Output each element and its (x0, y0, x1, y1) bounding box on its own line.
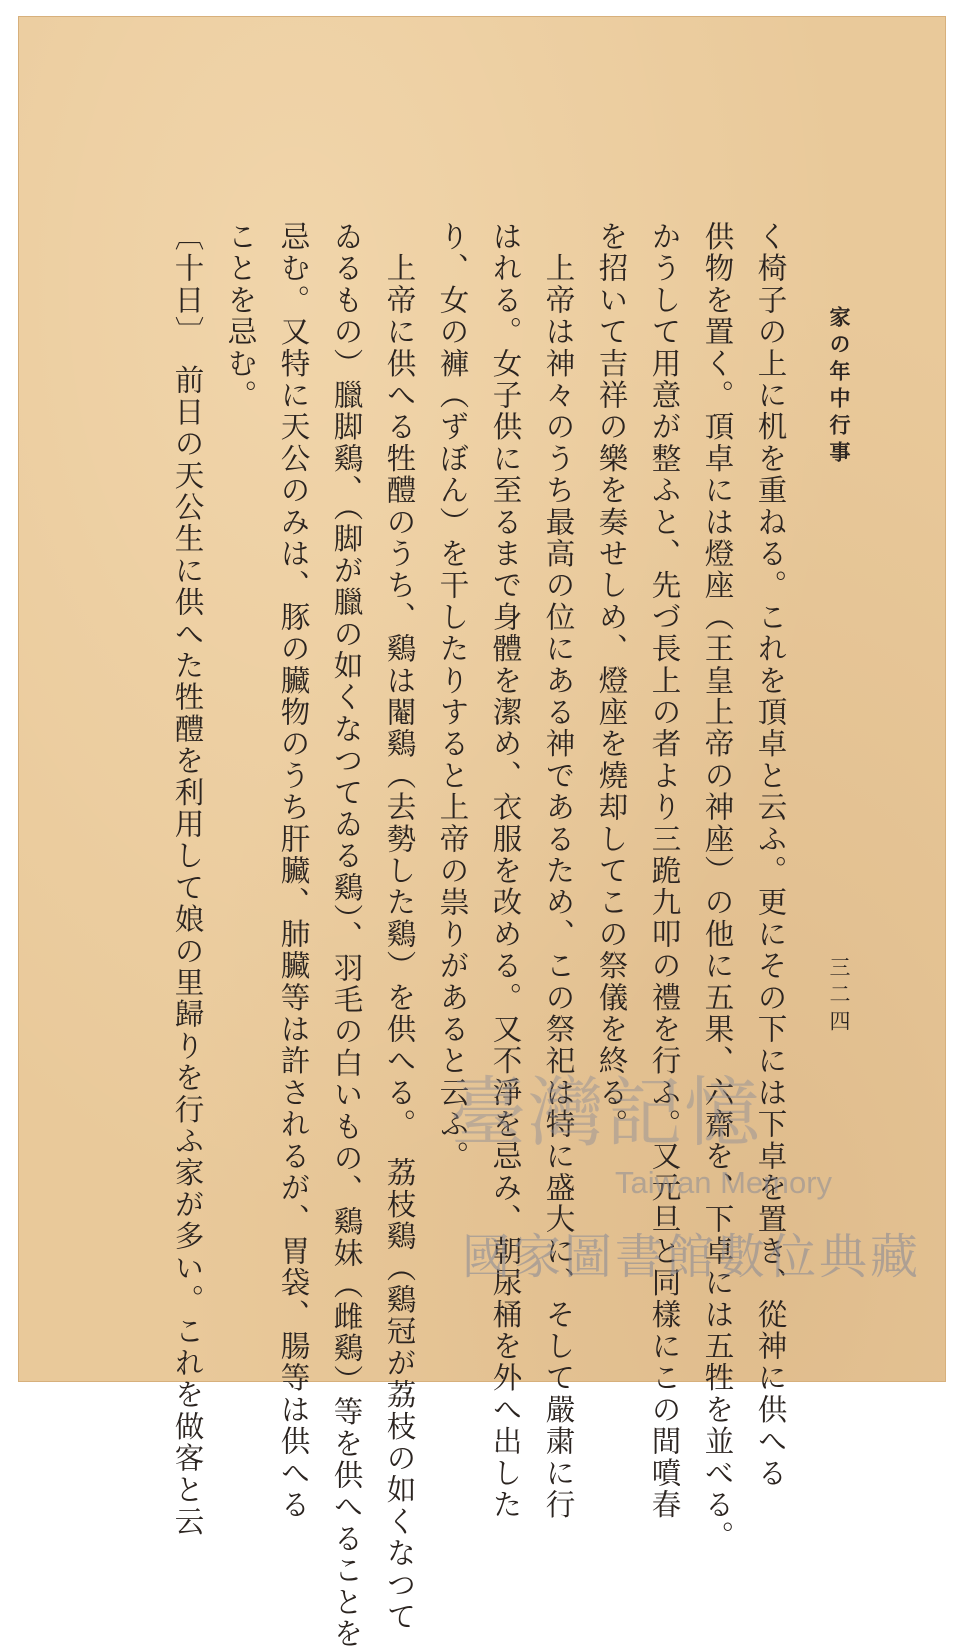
text-column: 供物を置く。頂卓には燈座（王皇上帝の神座）の他に五果、六齋を、下卓には五牲を並べる。 (700, 221, 735, 1553)
text-column: を招いて吉祥の樂を奏せしめ、燈座を燒却してこの祭儀を終る。 (594, 221, 629, 1141)
text-column: ことを忌む。 (223, 221, 258, 412)
text-column: はれる。女子供に至るまで身體を潔め、衣服を改める。又不淨を忌み、朝尿桶を外へ出した (488, 221, 523, 1521)
text-column: かうして用意が整ふと、先づ長上の者より三跪九叩の禮を行ふ。又元旦と同樣にこの間噴春 (647, 221, 682, 1521)
watermark-chinese: 國家圖書館數位典藏 (462, 1229, 922, 1285)
text-column: り、女の褲（ずぼん）を干したりすると上帝の祟りがあると云ふ。 (435, 221, 470, 1172)
text-column: 上帝に供へる牲醴のうち、鷄は閹鷄（去勢した鷄）を供へる。 荔枝鷄（鷄冠が荔枝の如くなつて (382, 221, 417, 1633)
text-column: ゐるもの）臘脚鷄、（脚が臘の如くなつてゐる鷄）、羽毛の白いもの、鷄妹（雌鷄）等を供へることを (329, 221, 364, 1650)
page-number: 三二四 (827, 956, 851, 1037)
watermark-english: Taiwan Memory (615, 1165, 833, 1200)
text-column: 上帝は神々のうち最高の位にある神であるため、この祭祀は特に盛大に、そして嚴粛に行 (541, 221, 576, 1521)
text-column: 〔十日〕 前日の天公生に供へた牲醴を利用して娘の里歸りを行ふ家が多い。これを做客と云 (170, 221, 205, 1538)
running-title: 家の年中行事 (827, 306, 852, 468)
text-column: 忌む。又特に天公のみは、豚の臟物のうち肝臟、肺臟等は許されるが、胃袋、腸等は供へる (276, 221, 311, 1521)
text-column: く椅子の上に机を重ねる。これを頂卓と云ふ。更にその下には下卓を置き、從神に供へる (753, 221, 788, 1489)
watermark-brand: 臺灣記憶 (450, 1068, 762, 1157)
